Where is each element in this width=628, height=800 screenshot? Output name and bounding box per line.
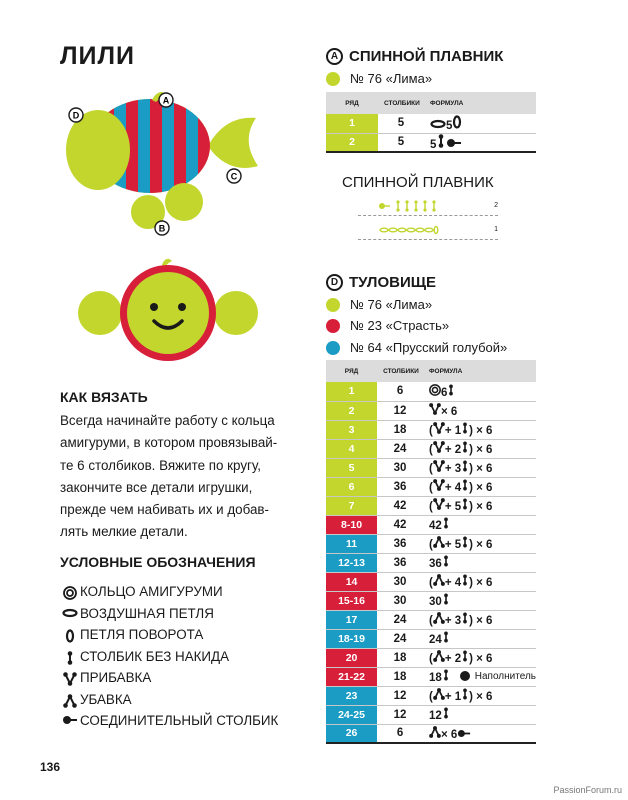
legend-list [60, 581, 280, 732]
legend-item: ВОЗДУШНАЯ ПЕТЛЯ [60, 603, 280, 625]
body-yarn-lime: № 76 «Лима» [326, 297, 432, 312]
legend-item: ПЕТЛЯ ПОВОРОТА [60, 624, 280, 646]
label-b: B [158, 223, 166, 234]
chain-icon [430, 119, 446, 129]
single-crochet-icon [461, 498, 469, 510]
scheme-row-2-icon [378, 200, 458, 212]
how-to-text: Всегда начинайте работу с кольца амигуруми, в котором провязывай- те 6 столбиков. Вяжите по кругу, закончите все детали игрушки, прежде чем набивать их и добав- лять мелкие детали. [60, 413, 278, 540]
fin-yarn: № 76 «Лима» [326, 71, 432, 86]
single-crochet-icon [461, 688, 469, 700]
page-title: ЛИЛИ [60, 42, 136, 70]
page-number: 136 [40, 760, 61, 774]
turning-loop-icon [60, 624, 80, 643]
increase-icon [433, 422, 445, 434]
lime-yarn-dot [326, 298, 340, 312]
single-crochet-icon [447, 384, 455, 396]
single-crochet-icon [442, 707, 450, 719]
fish-face-illustration [78, 255, 258, 365]
table-row: 1 5 5 [326, 114, 536, 133]
increase-icon [433, 441, 445, 453]
turning-loop-icon [452, 115, 462, 129]
table-row: 15-16 30 30 [326, 591, 536, 610]
decrease-icon [433, 574, 445, 586]
label-c: C [230, 171, 238, 182]
body-section-heading: D ТУЛОВИЩЕ [326, 274, 436, 291]
legend-item: ПРИБАВКА [60, 667, 280, 689]
fin-pattern-table: РЯД СТОЛБИКИ ФОРМУЛА 1 5 5 2 5 5 [326, 92, 536, 153]
single-crochet-icon [442, 517, 450, 529]
table-row: 21-22 18 18 Наполнитель [326, 667, 536, 686]
increase-icon [433, 479, 445, 491]
single-crochet-icon [442, 555, 450, 567]
chain-icon [60, 603, 80, 618]
table-row: 7 42 ( + 5 ) × 6 [326, 496, 536, 515]
legend-item: КОЛЬЦО АМИГУРУМИ [60, 581, 280, 603]
slip-stitch-icon [457, 729, 471, 738]
single-crochet-icon [442, 669, 450, 681]
single-crochet-icon [461, 460, 469, 472]
table-row: 4 24 ( + 2 ) × 6 [326, 439, 536, 458]
fin-scheme-title: СПИННОЙ ПЛАВНИК [342, 174, 494, 191]
increase-icon [429, 403, 441, 415]
body-yarn-red: № 23 «Страсть» [326, 318, 449, 333]
table-row: 24-25 12 12 [326, 705, 536, 724]
single-crochet-icon [442, 631, 450, 643]
fish-illustration [58, 88, 268, 238]
blue-yarn-dot [326, 341, 340, 355]
label-d: D [72, 110, 80, 121]
red-yarn-dot [326, 319, 340, 333]
magic-ring-icon [60, 581, 80, 600]
body-yarn-blue: № 64 «Прусский голубой» [326, 340, 507, 355]
table-row: 12-13 36 36 [326, 553, 536, 572]
single-crochet-icon [60, 646, 80, 665]
single-crochet-icon [436, 134, 446, 148]
decrease-icon [433, 536, 445, 548]
single-crochet-icon [461, 422, 469, 434]
decrease-icon [433, 650, 445, 662]
scheme-row: 2 [358, 196, 498, 216]
table-row: 1 6 6 [326, 382, 536, 401]
magic-ring-icon [429, 384, 441, 396]
slip-stitch-icon [60, 710, 80, 725]
decrease-icon [429, 726, 441, 738]
table-row: 23 12 ( + 1 ) × 6 [326, 686, 536, 705]
table-row: 3 18 ( + 1 ) × 6 [326, 420, 536, 439]
increase-icon [433, 498, 445, 510]
single-crochet-icon [461, 479, 469, 491]
label-a: A [162, 95, 170, 106]
decrease-icon [433, 688, 445, 700]
stuffing-note: Наполнитель [460, 671, 536, 682]
table-row: 20 18 ( + 2 ) × 6 [326, 648, 536, 667]
body-badge: D [326, 274, 343, 291]
table-row: 17 24 ( + 3 ) × 6 [326, 610, 536, 629]
increase-icon [433, 460, 445, 472]
table-row: 26 6 × 6 [326, 724, 536, 743]
single-crochet-icon [461, 612, 469, 624]
decrease-icon [433, 612, 445, 624]
legend-item: СОЕДИНИТЕЛЬНЫЙ СТОЛБИК [60, 710, 280, 732]
table-row: 14 30 ( + 4 ) × 6 [326, 572, 536, 591]
single-crochet-icon [461, 441, 469, 453]
legend-item: СТОЛБИК БЕЗ НАКИДА [60, 646, 280, 668]
table-row: 8-10 42 42 [326, 515, 536, 534]
single-crochet-icon [461, 574, 469, 586]
scheme-row-1-icon [378, 224, 458, 236]
table-row: 2 5 5 [326, 133, 536, 152]
scheme-row: 1 [358, 220, 498, 240]
legend-heading: УСЛОВНЫЕ ОБОЗНАЧЕНИЯ [60, 554, 256, 570]
table-row: 11 36 ( + 5 ) × 6 [326, 534, 536, 553]
body-pattern-table: РЯД СТОЛБИКИ ФОРМУЛА 1 6 6 2 12 × 6 3 18 ( + 1 ) × 6 4 24 ( + 2 ) × 6 5 30 ( + 3 ) × 6 6 36 ( + 4 ) × 6 7 42 ( + 5 ) × 6 8-10 42 42 11 36 ( + 5 ) × 6 12-13 36 36 14 30 ( + 4 ) × 6 15-16 30 30 17 24 ( + 3 ) × 6 18-19 24 24 20 18 ( + 2 ) × 6 21-22 18 18 Наполнитель 23 12 ( + 1 ) × 6 24-25 12 12 26 6 × 6 [326, 360, 536, 744]
increase-icon [60, 667, 80, 686]
table-row: 5 30 ( + 3 ) × 6 [326, 458, 536, 477]
stuffing-icon [460, 671, 470, 681]
single-crochet-icon [461, 650, 469, 662]
fin-scheme [358, 196, 498, 244]
decrease-icon [60, 689, 80, 708]
single-crochet-icon [461, 536, 469, 548]
table-row: 2 12 × 6 [326, 401, 536, 420]
legend-item: УБАВКА [60, 689, 280, 711]
watermark: PassionForum.ru [553, 785, 622, 795]
fin-section-heading: A СПИННОЙ ПЛАВНИК [326, 48, 503, 65]
slip-stitch-icon [446, 138, 462, 148]
table-row: 6 36 ( + 4 ) × 6 [326, 477, 536, 496]
lime-yarn-dot [326, 72, 340, 86]
how-to-heading: КАК ВЯЗАТЬ [60, 389, 148, 405]
fin-badge: A [326, 48, 343, 65]
table-row: 18-19 24 24 [326, 629, 536, 648]
single-crochet-icon [442, 593, 450, 605]
